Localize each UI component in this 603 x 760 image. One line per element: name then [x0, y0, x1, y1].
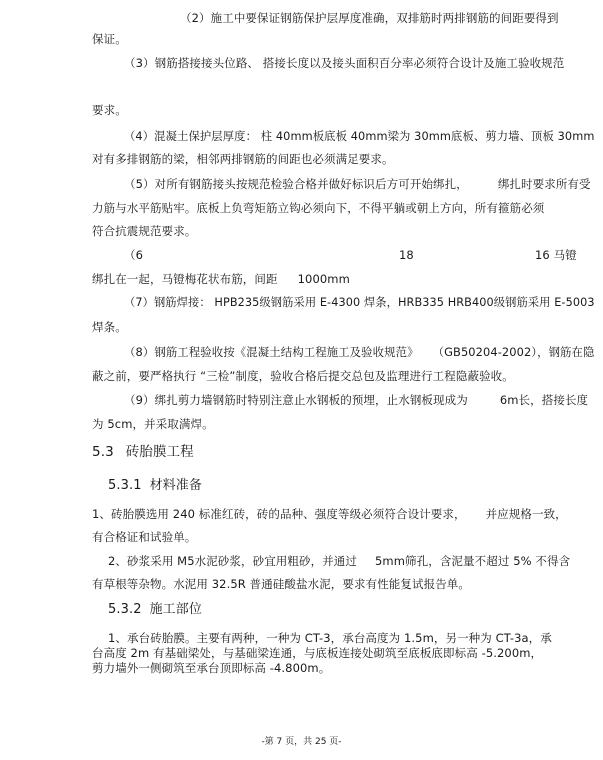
material-item-2-part-b: 5mm筛孔，含泥量不超过 5% 不得含	[375, 554, 571, 568]
paragraph-4-line-1: （4）混凝土保护层厚度： 柱 40mm板底板 40mm梁为 30mm底板、剪力墙、顶板 30mm	[124, 129, 595, 143]
paragraph-9-line-2: 为 5cm，并采取满焊。	[92, 417, 214, 431]
paragraph-8-line-1-part-a: （8）钢筋工程验收按《混凝土结构工程施工及验收规范》	[124, 345, 419, 359]
paragraph-6-line-1-part-c: 16 马镫	[535, 248, 577, 262]
section-5-3-1-heading	[108, 479, 202, 493]
paragraph-4-line-2: 对有多排钢筋的梁，相邻两排钢筋的间距也必须满足要求。	[92, 152, 394, 166]
paragraph-7-line-1: （7）钢筋焊接： HPB235级钢筋采用 E-4300 焊条，HRB335 HRB400级钢筋采用 E-5003	[124, 296, 595, 309]
paragraph-6-line-1-part-b: 18	[399, 248, 414, 262]
paragraph-5-line-1	[124, 177, 591, 191]
section-number: 5.3.1	[108, 478, 142, 493]
location-item-1-line-2: 台高度 2m 有基础梁处，与基础梁连通，与底板连接处砌筑至底板底即标高 -5.200m，	[92, 646, 543, 660]
paragraph-6-line-2-part-b: 1000mm	[297, 272, 350, 286]
material-item-2-line-2: 有草根等杂物。水泥用 32.5R 普通硅酸盐水泥，要求有性能复试报告单。	[92, 577, 471, 591]
section-title: 砖胎膜工程	[125, 444, 194, 460]
paragraph-2-line-2: 保证。	[92, 32, 127, 46]
paragraph-5-line-3: 符合抗震规范要求。	[92, 224, 197, 238]
location-item-1-line-3: 剪力墙外一侧砌筑至承台顶即标高 -4.800m。	[92, 661, 331, 675]
paragraph-5-line-1-part-b: 绑扎时要求所有受	[497, 177, 591, 191]
paragraph-3-line-2: 要求。	[92, 103, 127, 117]
paragraph-8-line-2: 蔽之前，要严格执行 “三检”制度，验收合格后提交总包及监理进行工程隐蔽验收。	[92, 369, 514, 383]
paragraph-8-line-1-part-b: （GB50204-2002），钢筋在隐	[432, 345, 595, 359]
paragraph-5-line-2: 力筋与水平筋贴牢。底板上负弯矩筋立钩必须向下，不得平躺或朝上方向，所有箍筋必须	[92, 201, 545, 215]
material-item-1-line-1	[92, 507, 567, 521]
paragraph-7-line-2: 焊条。	[92, 320, 127, 334]
paragraph-3-line-1: （3）钢筋搭接接头位路、 搭接长度以及接头面积百分率必须符合设计及施工验收规范	[124, 56, 565, 70]
material-item-2-line-1	[108, 554, 570, 568]
page-footer: -第 7 页，共 25 页-	[261, 737, 342, 747]
section-number: 5.3	[92, 444, 114, 460]
paragraph-6-line-2	[92, 272, 350, 286]
paragraph-6-line-2-part-a: 绑扎在一起，马镫梅花状布筋，间距	[92, 272, 278, 286]
material-item-2-part-a: 2、砂浆采用 M5水泥砂浆，砂宜用粗砂，并通过	[108, 554, 358, 568]
paragraph-9-line-1	[124, 393, 588, 407]
material-item-1-part-b: 并应规格一致，	[485, 507, 567, 521]
paragraph-2-line-1: （2）施工中要保证钢筋保护层厚度准确，双排筋时两排钢筋的间距要得到	[180, 11, 559, 25]
location-item-1-line-1: 1、承台砖胎膜。主要有两种，一种为 CT-3，承台高度为 1.5m，另一种为 CT-3a，承	[108, 631, 552, 645]
section-5-3-2-heading	[108, 603, 202, 617]
section-title: 材料准备	[149, 478, 202, 493]
material-item-1-line-2: 有合格证和试验单。	[92, 530, 197, 544]
paragraph-9-line-1-part-a: （9）绑扎剪力墙钢筋时特别注意止水钢板的预埋，止水钢板现成为	[124, 393, 468, 407]
paragraph-9-line-1-part-b: 6m长，搭接长度	[499, 393, 589, 407]
section-number: 5.3.2	[108, 602, 142, 617]
section-5-3-heading	[92, 445, 194, 459]
paragraph-8-line-1	[124, 345, 595, 359]
paragraph-6-line-1-part-a: （6	[124, 248, 144, 262]
paragraph-5-line-1-part-a: （5）对所有钢筋接头按规范检验合格并做好标识后方可开始绑扎，	[124, 177, 468, 191]
material-item-1-part-a: 1、砖胎膜选用 240 标准红砖，砖的品种、强度等级必须符合设计要求，	[92, 507, 466, 521]
section-title: 施工部位	[149, 602, 202, 617]
